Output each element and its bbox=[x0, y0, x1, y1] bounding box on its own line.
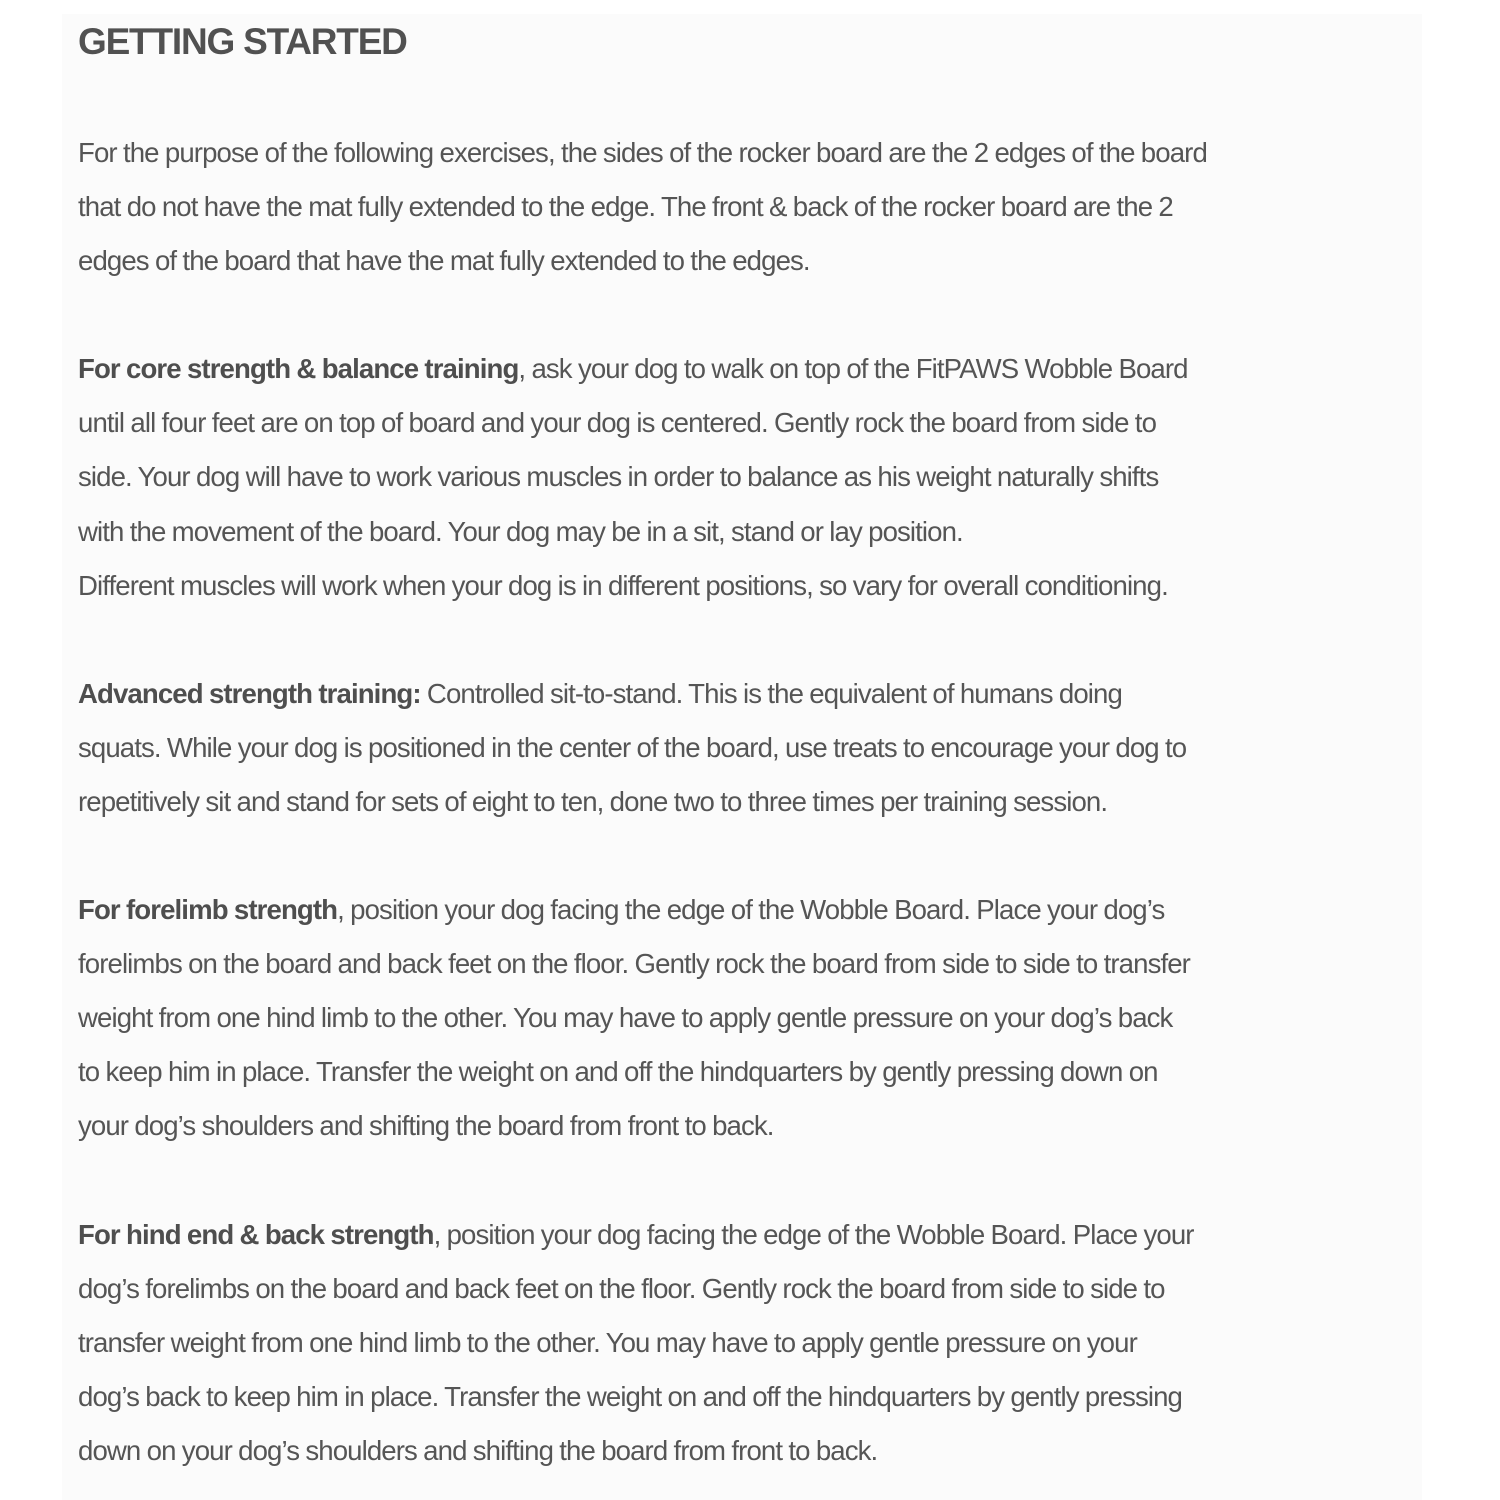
paragraph-line: until all four feet are on top of board and your dog is centered. Gently rock the board from side to bbox=[78, 407, 1157, 439]
intro-paragraph bbox=[78, 126, 1428, 288]
document-body bbox=[78, 18, 1428, 1478]
intro-line: edges of the board that have the mat fully extended to the edges. bbox=[78, 245, 810, 277]
paragraph-line: down on your dog’s shoulders and shifting the board from front to back. bbox=[78, 1434, 878, 1466]
core-strength-heading: For core strength & balance training bbox=[78, 353, 519, 385]
advanced-strength-heading: Advanced strength training: bbox=[78, 677, 421, 709]
page-title: GETTING STARTED bbox=[78, 21, 407, 62]
paragraph-line: to keep him in place. Transfer the weight on and off the hindquarters by gently pressing down on bbox=[78, 1056, 1158, 1088]
paragraph-line: dog’s back to keep him in place. Transfer the weight on and off the hindquarters by gently pressing bbox=[78, 1380, 1182, 1412]
hind-end-strength-heading: For hind end & back strength bbox=[78, 1218, 434, 1250]
forelimb-strength-heading: For forelimb strength bbox=[78, 894, 338, 926]
paragraph-line: with the movement of the board. Your dog may be in a sit, stand or lay position. bbox=[78, 515, 963, 547]
paragraph-line: repetitively sit and stand for sets of eight to ten, done two to three times per training session. bbox=[78, 785, 1108, 817]
intro-line: For the purpose of the following exercises, the sides of the rocker board are the 2 edges of the board bbox=[78, 137, 1207, 168]
paragraph-line: your dog’s shoulders and shifting the board from front to back. bbox=[78, 1110, 774, 1142]
paragraph-line: forelimbs on the board and back feet on the floor. Gently rock the board from side to side to transfer bbox=[78, 948, 1190, 980]
advanced-strength-paragraph bbox=[78, 667, 1428, 829]
paragraph-line: squats. While your dog is positioned in the center of the board, use treats to encourage your dog to bbox=[78, 731, 1187, 763]
paragraph-line: transfer weight from one hind limb to the other. You may have to apply gentle pressure on your bbox=[78, 1326, 1137, 1358]
hind-end-strength-paragraph bbox=[78, 1208, 1428, 1478]
paragraph-line: weight from one hind limb to the other. You may have to apply gentle pressure on your dog’s back bbox=[78, 1002, 1173, 1034]
paragraph-line: , ask your dog to walk on top of the FitPAWS Wobble Board bbox=[518, 353, 1188, 385]
paragraph-line: Controlled sit-to-stand. This is the equivalent of humans doing bbox=[420, 677, 1122, 709]
paragraph-line: , position your dog facing the edge of the Wobble Board. Place your dog’s bbox=[337, 894, 1165, 926]
intro-line: that do not have the mat fully extended to the edge. The front & back of the rocker board are the 2 bbox=[78, 191, 1173, 223]
paragraph-line: side. Your dog will have to work various muscles in order to balance as his weight naturally shifts bbox=[78, 461, 1159, 493]
core-strength-paragraph bbox=[78, 342, 1428, 612]
paragraph-line: Different muscles will work when your dog is in different positions, so vary for overall conditioning. bbox=[78, 569, 1168, 601]
paragraph-line: dog’s forelimbs on the board and back feet on the floor. Gently rock the board from side to side to bbox=[78, 1272, 1165, 1304]
forelimb-strength-paragraph bbox=[78, 883, 1428, 1153]
paragraph-line: , position your dog facing the edge of the Wobble Board. Place your bbox=[433, 1218, 1194, 1250]
